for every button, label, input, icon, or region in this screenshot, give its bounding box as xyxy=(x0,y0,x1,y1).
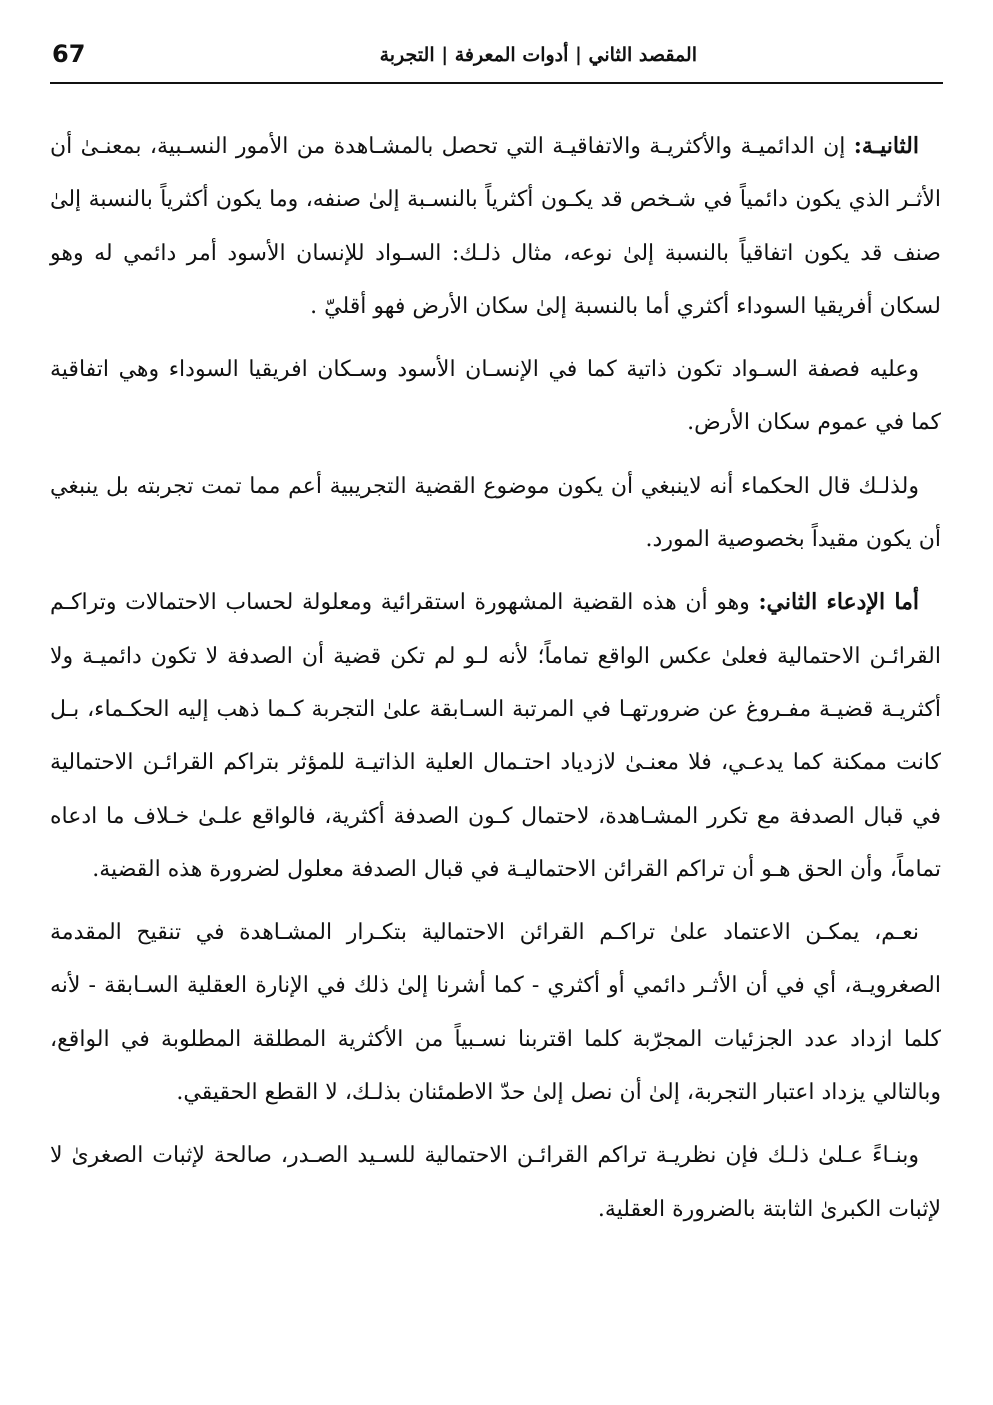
paragraph-4-lead: أما الإدعاء الثاني: xyxy=(758,589,919,616)
paragraph-4 xyxy=(50,576,941,896)
paragraph-1-lead: الثانيـة: xyxy=(853,133,919,159)
page-number: 67 xyxy=(52,40,86,68)
paragraph-2 xyxy=(50,343,941,450)
paragraph-5 xyxy=(50,906,941,1119)
body-text xyxy=(50,120,941,1246)
header-rule xyxy=(50,82,943,84)
paragraph-1-text: إن الدائميـة والأكثريـة والاتفاقيـة التي تحصل بالمشـاهدة من الأمور النسـبية، بمعنـىٰ أن الأثـر الذي يكون دائمياً في شـخص قد يكـون أكثرياً بالنسـبة إلىٰ صنفه، وما يكون أكثرياً بالنسبة إلىٰ صنف قد يكون اتفاقياً بالنسبة إلىٰ نوعه، مثال ذلـك: السـواد للإنسان الأسود أمر دائمي له وهو لسكان أفريقيا السوداء أكثري أما بالنسبة إلىٰ سكان الأرض فهو أقليّ . xyxy=(50,134,941,319)
paragraph-1 xyxy=(50,120,941,333)
running-header: المقصد الثاني | أدوات المعرفة | التجربة xyxy=(379,44,697,66)
paragraph-2-text: وعليه فصفة السـواد تكون ذاتية كما في الإنسـان الأسود وسـكان افريقيا السوداء وهي اتفاقية كما في عموم سكان الأرض. xyxy=(50,357,941,436)
paragraph-6 xyxy=(50,1129,941,1236)
paragraph-3 xyxy=(50,460,941,567)
paragraph-3-text: ولذلـك قال الحكماء أنه لاينبغي أن يكون موضوع القضية التجريبية أعم مما تمت تجربته بل ينبغي أن يكون مقيداً بخصوصية المورد. xyxy=(50,473,941,553)
paragraph-5-text: نعـم، يمكـن الاعتماد علىٰ تراكـم القرائن الاحتمالية بتكـرار المشـاهدة في تنقيح المقدمة الصغرويـة، أي في أن الأثـر دائمي أو أكثري - كما أشرنا إلىٰ ذلك في الإنارة العقلية السـابقة - لأنه كلما ازداد عدد الجزئيات المجرّبة كلما اقتربنا نسـبياً من الأكثرية المطلقة المطلوبة في الواقع، وبالتالي يزداد اعتبار التجربة، إلىٰ أن نصل إلىٰ حدّ الاطمئنان بذلـك، لا القطع الحقيقي. xyxy=(50,920,941,1106)
paragraph-6-text: وبنـاءً عـلىٰ ذلـك فإن نظريـة تراكم القرائـن الاحتمالية للسـيد الصـدر، صالحة لإثبات الصغرىٰ لا لإثبات الكبرىٰ الثابتة بالضرورة العقلية. xyxy=(50,1143,941,1222)
paragraph-4-text: وهو أن هذه القضية المشهورة استقرائية ومعلولة لحساب الاحتمالات وتراكـم القرائـن الاحتمالية فعلىٰ عكس الواقع تماماً؛ لأنه لـو لم تكن قضية أن الصدفة لا تكون دائميـة ولا أكثريـة قضيـة مفـروغ عن ضرورتهـا في المرتبة السـابقة علىٰ التجربة كـما ذهب إليه الحكـماء، بـل كانت ممكنة كما يدعـي، فلا معنـىٰ لازدياد احتـمال العلية الذاتيـة للمؤثر بتراكم القرائـن الاحتمالية في قبال الصدفة مع تكرر المشـاهدة، لاحتمال كـون الصدفة أكثرية، فالواقع علـىٰ خـلاف ما ادعاه تماماً، وأن الحق هـو أن تراكم القرائن الاحتماليـة في قبال الصدفة معلول لضرورة هذه القضية. xyxy=(50,590,941,882)
